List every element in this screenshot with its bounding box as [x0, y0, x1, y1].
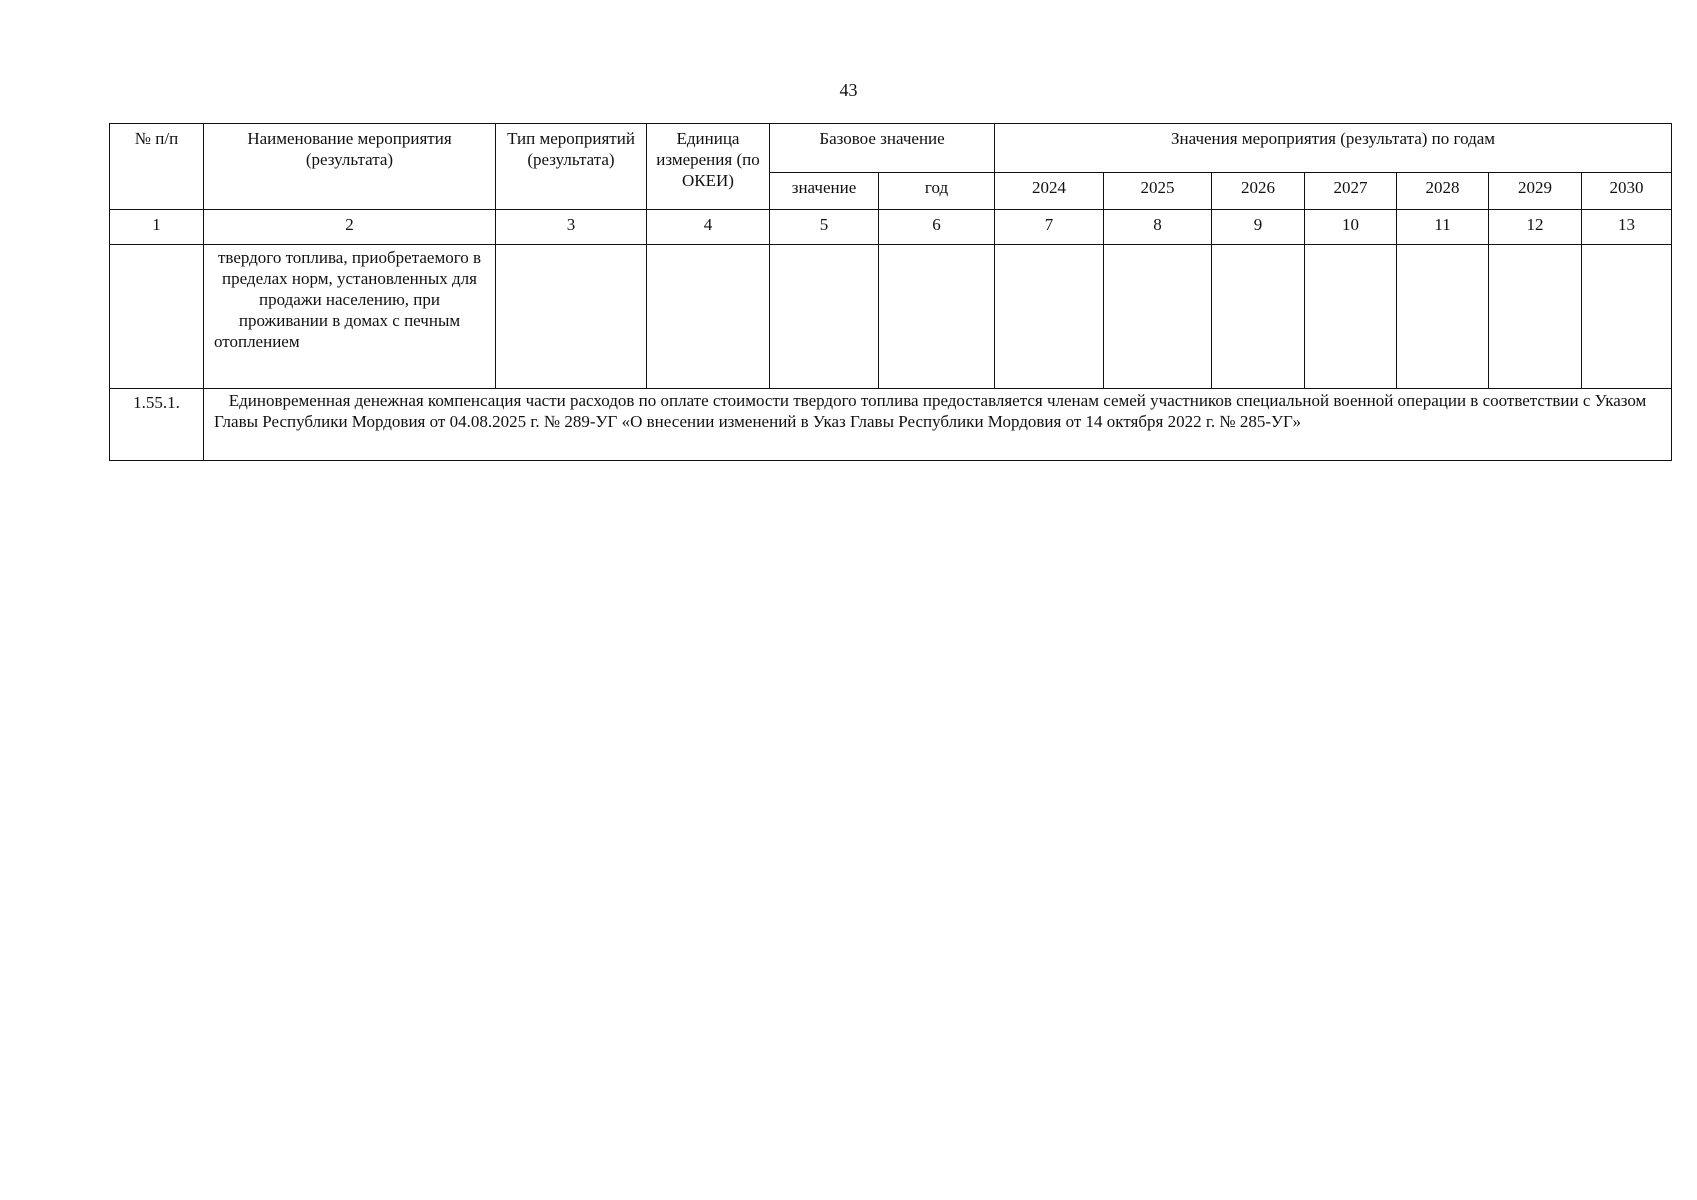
column-number: 3 — [496, 210, 647, 245]
column-number: 13 — [1582, 210, 1672, 245]
column-number: 10 — [1305, 210, 1397, 245]
empty-cell — [647, 245, 770, 389]
header-unit: Единица измерения (по ОКЕИ) — [647, 124, 770, 210]
header-base-value: Базовое значение — [770, 124, 995, 173]
header-year: 2029 — [1489, 173, 1582, 210]
header-base-value-value: значение — [770, 173, 879, 210]
empty-cell — [1212, 245, 1305, 389]
page-number: 43 — [839, 80, 858, 100]
empty-cell — [1305, 245, 1397, 389]
header-year: 2028 — [1397, 173, 1489, 210]
note-row-text: Единовременная денежная компенсация части расходов по оплате стоимости твердого топлива предоставляется членам семей участников специальной военной операции в соответствии с Указом Главы Республики Мордовия от 04.08.2025 г. № 289-УГ «О внесении изменений в Указ Главы Республики Мордовия от 14 октября 2022 г. № 285-УГ» — [204, 389, 1672, 461]
header-name: Наименование мероприятия (результата) — [204, 124, 496, 210]
continued-row-name: твердого топлива, приобретаемого в пределах норм, установленных для продажи населению, при проживании в домах с печным отоплением — [204, 245, 496, 389]
continued-row-number — [110, 245, 204, 389]
empty-cell — [879, 245, 995, 389]
header-type: Тип мероприятий (результата) — [496, 124, 647, 210]
empty-cell — [995, 245, 1104, 389]
header-number: № п/п — [110, 124, 204, 210]
header-values-by-year: Значения мероприятия (результата) по годам — [995, 124, 1672, 173]
note-row-number: 1.55.1. — [110, 389, 204, 461]
header-year: 2030 — [1582, 173, 1672, 210]
column-number: 4 — [647, 210, 770, 245]
empty-cell — [770, 245, 879, 389]
header-row-1 — [110, 124, 1672, 173]
column-number: 5 — [770, 210, 879, 245]
note-row — [110, 389, 1672, 461]
empty-cell — [1104, 245, 1212, 389]
column-number: 12 — [1489, 210, 1582, 245]
column-number: 8 — [1104, 210, 1212, 245]
header-year: 2024 — [995, 173, 1104, 210]
empty-cell — [1582, 245, 1672, 389]
empty-cell — [1489, 245, 1582, 389]
empty-cell — [496, 245, 647, 389]
measures-table — [109, 123, 1672, 461]
header-year: 2027 — [1305, 173, 1397, 210]
column-number: 1 — [110, 210, 204, 245]
continued-row — [110, 245, 1672, 389]
empty-cell — [1397, 245, 1489, 389]
header-base-value-year: год — [879, 173, 995, 210]
header-year: 2025 — [1104, 173, 1212, 210]
column-number: 7 — [995, 210, 1104, 245]
header-year: 2026 — [1212, 173, 1305, 210]
column-number: 11 — [1397, 210, 1489, 245]
column-numbers-row — [110, 210, 1672, 245]
column-number: 2 — [204, 210, 496, 245]
column-number: 6 — [879, 210, 995, 245]
column-number: 9 — [1212, 210, 1305, 245]
